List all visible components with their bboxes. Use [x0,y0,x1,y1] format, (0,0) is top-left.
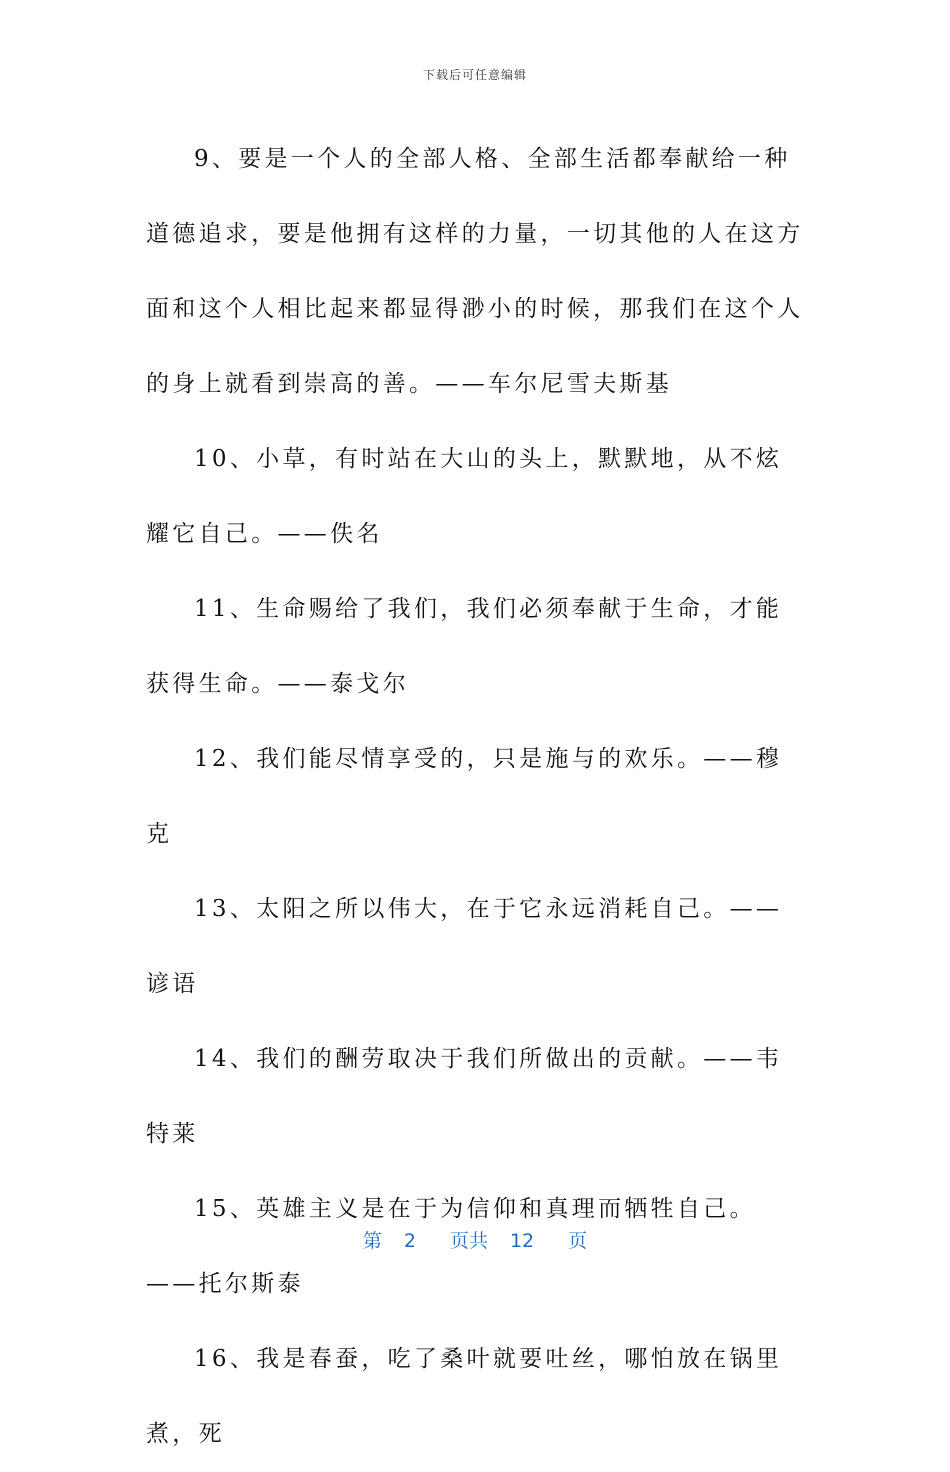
quote-paragraph-10: 10、小草，有时站在大山的头上，默默地，从不炫耀它自己。——佚名 [146,446,783,547]
document-body [146,122,806,1472]
page-footer [0,1226,950,1253]
header-note: 下载后可任意编辑 [422,68,527,82]
footer-total-pages: 12 [509,1230,535,1252]
quote-paragraph-12: 12、我们能尽情享受的，只是施与的欢乐。——穆克 [146,746,783,847]
quote-paragraph-11: 11、生命赐给了我们，我们必须奉献于生命，才能获得生命。——泰戈尔 [146,596,783,697]
quote-paragraph-15: 15、英雄主义是在于为信仰和真理而牺牲自己。——托尔斯泰 [146,1196,756,1297]
quote-paragraph-13: 13、太阳之所以伟大，在于它永远消耗自己。——谚语 [146,896,783,997]
quote-paragraph-14: 14、我们的酬劳取决于我们所做出的贡献。——韦特莱 [146,1046,783,1147]
footer-current-page: 2 [403,1230,416,1252]
quote-paragraph-9: 9、要是一个人的全部人格、全部生活都奉献给一种道德追求，要是他拥有这样的力量，一切其他的人在这方面和这个人相比起来都显得渺小的时候，那我们在这个人的身上就看到崇高的善。——车尔尼雪夫斯基 [146,146,804,397]
footer-prefix: 第 [362,1230,382,1252]
quote-paragraph-16: 16、我是春蚕，吃了桑叶就要吐丝，哪怕放在锅里煮，死 [146,1346,783,1447]
footer-suffix: 页 [568,1230,588,1252]
footer-middle: 页共 [449,1230,488,1252]
